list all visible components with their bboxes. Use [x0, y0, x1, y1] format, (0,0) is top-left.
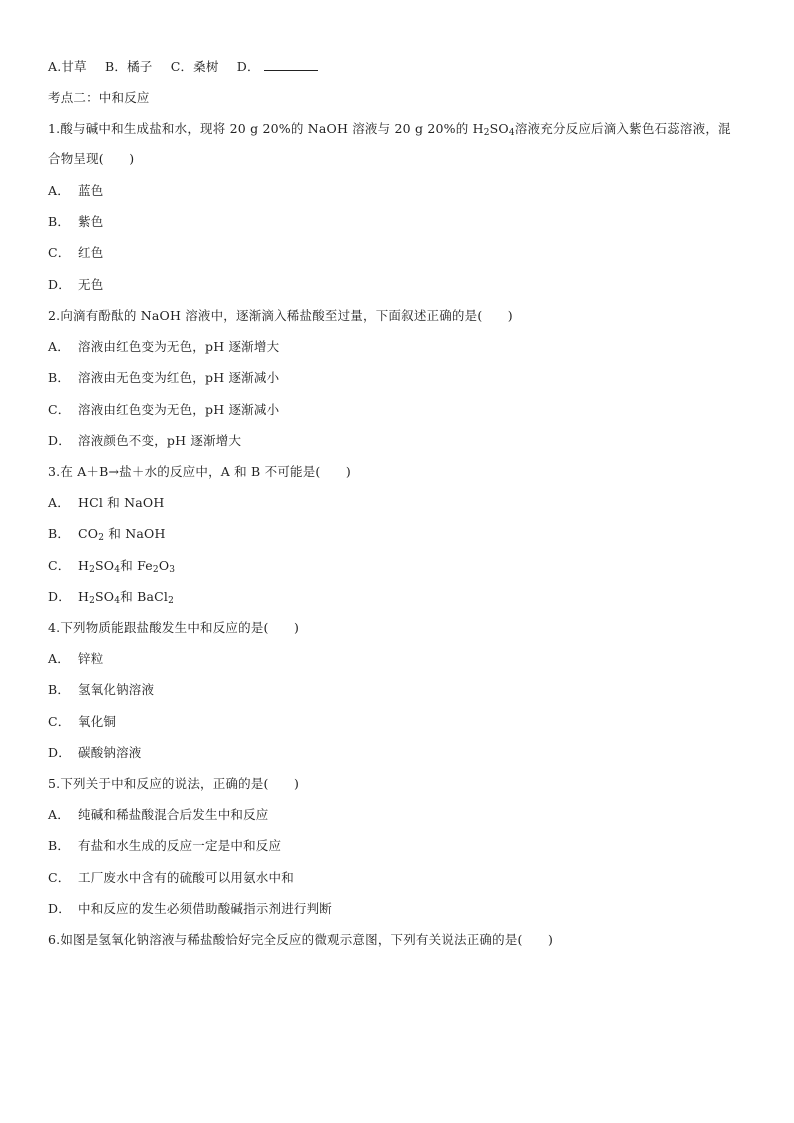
q2-stem: 2.向滴有酚酞的 NaOH 溶液中，逐渐滴入稀盐酸至过量，下面叙述正确的是( ) [48, 308, 513, 323]
q3-option-d: D． $H_2SO_4$和 BaCl$_2$ [48, 589, 175, 606]
q1-text-part2: SO [489, 121, 509, 136]
q3-option-a: A． HCl 和 NaOH [48, 495, 165, 510]
top-option-c: C．桑树 [170, 59, 219, 74]
q2-option-c: C． 溶液由红色变为无色，pH 逐渐减小 [48, 402, 280, 417]
section-title: 考点二：中和反应 [48, 90, 150, 105]
q1-option-a: A． 蓝色 [48, 183, 104, 198]
q4-option-b: B． 氢氧化钠溶液 [48, 682, 155, 697]
q3-option-c: C． $H_2SO_4$和 $Fe_2O_3$ [48, 558, 176, 575]
top-options-line [48, 58, 318, 75]
q1-text-part1: 1.酸与碱中和生成盐和水，现将 20 g 20%的 NaOH 溶液与 20 g 20%的 H [48, 121, 484, 136]
q4-option-d: D． 碳酸钠溶液 [48, 745, 142, 760]
q4-option-c: C． 氧化铜 [48, 714, 117, 729]
q5-option-d: D． 中和反应的发生必须借助酸碱指示剂进行判断 [48, 901, 333, 916]
q2-option-b: B． 溶液由无色变为红色，pH 逐渐减小 [48, 370, 280, 385]
q2-option-d: D． 溶液颜色不变，pH 逐渐增大 [48, 433, 242, 448]
q5-option-b: B． 有盐和水生成的反应一定是中和反应 [48, 838, 282, 853]
q1-sub2: 4 [508, 128, 515, 138]
q1-option-b: B． 紫色 [48, 214, 104, 229]
q1-option-c: C． 红色 [48, 245, 104, 260]
q1-sub1: 2 [483, 128, 490, 138]
answer-blank [264, 58, 318, 71]
q5-option-a: A． 纯碱和稀盐酸混合后发生中和反应 [48, 807, 269, 822]
q5-stem: 5.下列关于中和反应的说法，正确的是( ) [48, 776, 300, 791]
top-option-b: B．橘子 [105, 59, 153, 74]
q1-text-part3: 溶液充分反应后滴入紫色石蕊溶液，混 [514, 121, 731, 136]
q2-option-a: A． 溶液由红色变为无色，pH 逐渐增大 [48, 339, 280, 354]
q5-option-c: C． 工厂废水中含有的硫酸可以用氨水中和 [48, 870, 294, 885]
q6-stem: 6.如图是氢氧化钠溶液与稀盐酸恰好完全反应的微观示意图，下列有关说法正确的是( ) [48, 932, 554, 947]
q1-option-d: D． 无色 [48, 277, 104, 292]
q1-stem-line1 [48, 121, 731, 137]
q4-stem: 4.下列物质能跟盐酸发生中和反应的是( ) [48, 620, 300, 635]
top-option-a: A.甘草 [48, 59, 87, 74]
q4-option-a: A． 锌粒 [48, 651, 104, 666]
q3-stem: 3.在 A＋B→盐＋水的反应中，A 和 B 不可能是( ) [48, 464, 351, 479]
top-option-d: D． [236, 59, 260, 74]
q1-stem-line2: 合物呈现( ) [48, 151, 135, 166]
q3-option-b: B． $CO_2$ 和 NaOH [48, 526, 166, 543]
